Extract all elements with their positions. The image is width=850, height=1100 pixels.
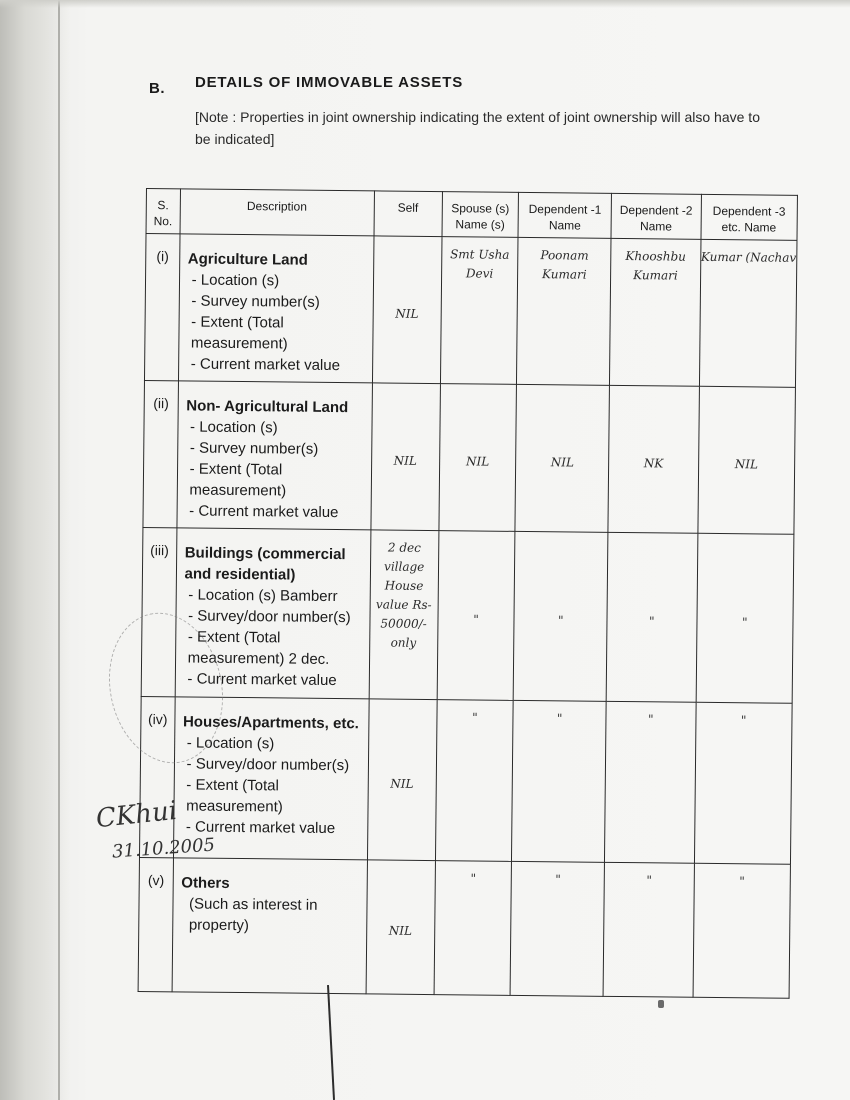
row-sno: (v) bbox=[138, 857, 173, 991]
ink-dot bbox=[658, 1000, 664, 1008]
row-sno: (ii) bbox=[143, 380, 178, 527]
spouse-value: NIL bbox=[439, 384, 517, 532]
row-item: - Survey/door number(s) bbox=[182, 753, 363, 776]
row-title: Buildings (commercial and residential) bbox=[184, 544, 346, 584]
dependent-3-value: Kumar (Nachav bbox=[699, 239, 797, 387]
handwritten-signature: CKhui bbox=[94, 795, 179, 835]
table-row bbox=[138, 857, 790, 998]
immovable-assets-table bbox=[138, 188, 798, 999]
row-item: - Extent (Total measurement) 2 dec. bbox=[184, 626, 365, 670]
dependent-1-value: " bbox=[510, 861, 604, 996]
row-title: Non- Agricultural Land bbox=[186, 397, 349, 417]
spouse-value: " bbox=[434, 861, 512, 996]
row-item: - Survey number(s) bbox=[187, 290, 368, 313]
self-value: NIL bbox=[367, 699, 437, 861]
row-item: - Location (s) Bamberr bbox=[184, 584, 365, 607]
header-sno: S. No. bbox=[146, 189, 180, 234]
row-title: Houses/Apartments, etc. bbox=[182, 713, 359, 733]
dependent-1-value: " bbox=[513, 531, 608, 701]
header-self: Self bbox=[374, 191, 443, 237]
section-note: [Note : Properties in joint ownership indicating the extent of joint ownership will also have to be indicated] bbox=[195, 109, 760, 147]
row-item: - Location (s) bbox=[186, 416, 367, 439]
row-item: - Extent (Total measurement) bbox=[185, 458, 366, 502]
table-row bbox=[143, 380, 796, 534]
signature-date: 31.10.2005 bbox=[111, 834, 216, 863]
row-sno: (iv) bbox=[139, 696, 174, 857]
table-row bbox=[141, 527, 794, 703]
dependent-2-value: " bbox=[606, 532, 697, 702]
row-description bbox=[172, 858, 367, 994]
row-item: - Location (s) bbox=[183, 732, 364, 755]
dependent-3-value: " bbox=[696, 533, 794, 703]
header-dependent-3: Dependent -3 etc. Name bbox=[701, 194, 798, 240]
row-item: - Current market value bbox=[182, 816, 363, 839]
spouse-value: " bbox=[437, 531, 515, 701]
row-description bbox=[178, 234, 374, 383]
row-item: - Extent (Total measurement) bbox=[187, 311, 368, 355]
dependent-1-value: NIL bbox=[515, 384, 609, 532]
row-item: - Current market value bbox=[183, 668, 364, 691]
section-title: DETAILS OF IMMOVABLE ASSETS bbox=[195, 74, 463, 91]
dependent-2-value: " bbox=[605, 701, 696, 863]
row-sno: (i) bbox=[144, 234, 179, 381]
header-spouse: Spouse (s) Name (s) bbox=[442, 192, 519, 238]
dependent-2-value: " bbox=[603, 862, 694, 997]
table-row bbox=[144, 234, 797, 388]
dependent-1-value: " bbox=[512, 700, 607, 862]
dependent-3-value: NIL bbox=[697, 386, 795, 534]
row-item: - Current market value bbox=[187, 353, 368, 376]
row-note: (Such as interest in property) bbox=[188, 895, 318, 935]
row-item: - Current market value bbox=[185, 500, 366, 523]
page-fold-line bbox=[58, 0, 60, 1100]
page-top-edge bbox=[0, 0, 850, 8]
dependent-3-value: " bbox=[693, 863, 791, 998]
row-sno: (iii) bbox=[141, 527, 176, 696]
dependent-2-value: Khooshbu Kumari bbox=[610, 238, 701, 386]
spouse-value: Smt Usha Devi bbox=[440, 237, 518, 385]
self-value: NIL bbox=[366, 860, 435, 995]
row-item: - Location (s) bbox=[188, 269, 369, 292]
table-row bbox=[139, 696, 792, 864]
row-title: Others bbox=[181, 874, 230, 892]
row-description bbox=[177, 381, 373, 530]
header-dependent-2: Dependent -2 Name bbox=[611, 193, 701, 239]
dependent-2-value: NK bbox=[608, 385, 699, 533]
dependent-3-value: " bbox=[694, 702, 792, 864]
spouse-value: " bbox=[435, 700, 513, 862]
self-value: NIL bbox=[371, 383, 441, 531]
pen-stroke-mark bbox=[327, 985, 335, 1100]
table-header-row bbox=[146, 189, 797, 241]
row-item: - Survey number(s) bbox=[186, 437, 367, 460]
header-dependent-1: Dependent -1 Name bbox=[518, 192, 611, 238]
self-value: NIL bbox=[372, 236, 442, 384]
row-title: Agriculture Land bbox=[187, 250, 308, 269]
section-letter: B. bbox=[149, 80, 165, 97]
row-item: - Extent (Total measurement) bbox=[182, 774, 363, 818]
header-description: Description bbox=[180, 189, 374, 236]
self-value: 2 dec village House value Rs-50000/- only bbox=[369, 530, 439, 700]
row-item: - Survey/door number(s) bbox=[184, 605, 365, 628]
dependent-1-value: Poonam Kumari bbox=[517, 237, 611, 385]
